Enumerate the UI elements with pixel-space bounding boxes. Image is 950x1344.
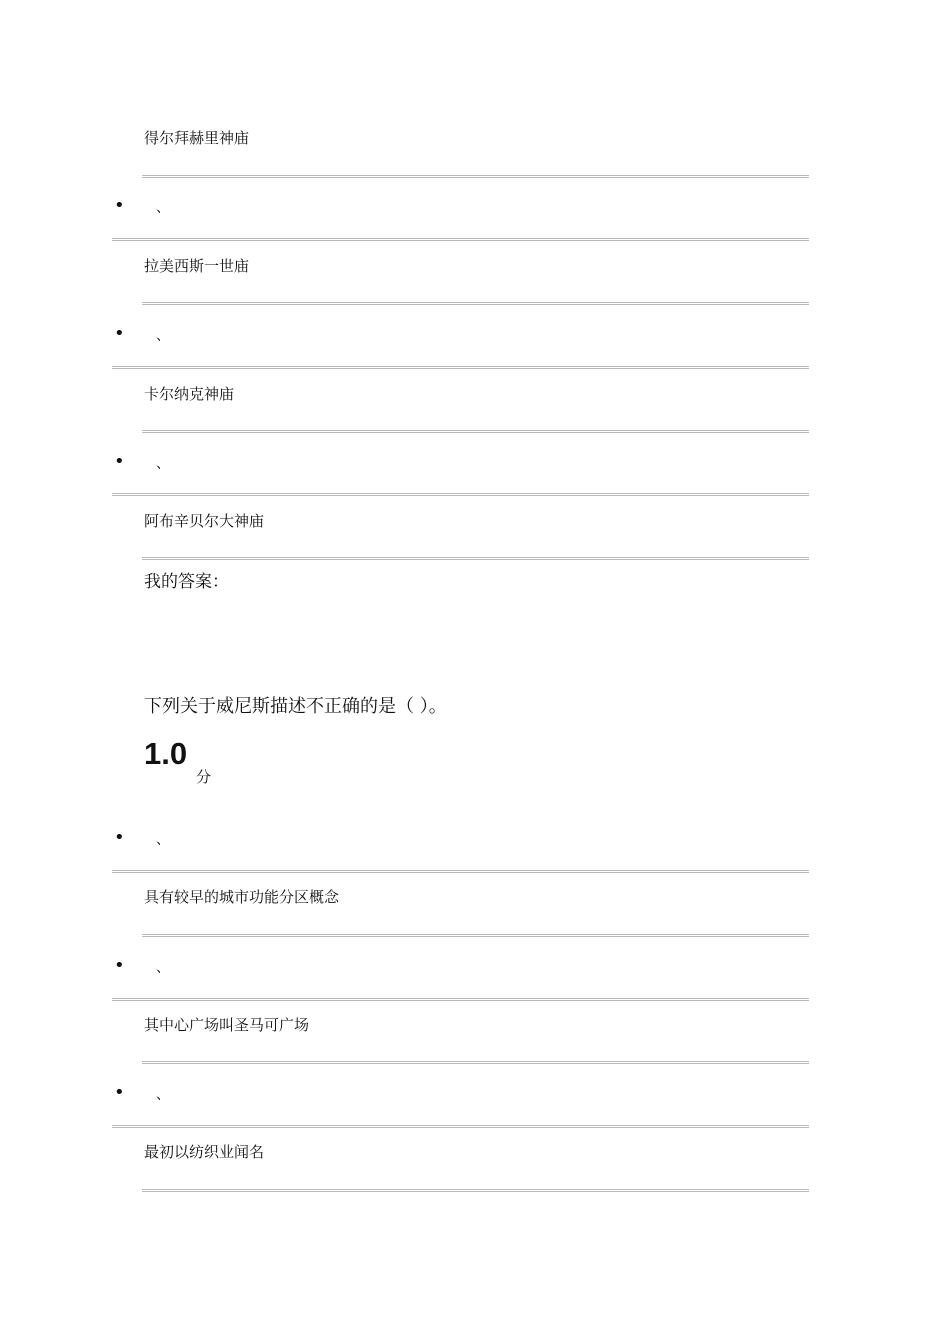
score-unit: 分 bbox=[196, 768, 212, 786]
divider bbox=[142, 430, 809, 433]
divider bbox=[142, 934, 809, 937]
option-text: 卡尔纳克神庙 bbox=[144, 385, 235, 403]
question-text: 下列关于威尼斯描述不正确的是（ ）。 bbox=[144, 696, 447, 717]
bullet-icon: • bbox=[114, 1082, 125, 1103]
divider bbox=[142, 1061, 809, 1064]
option-text: 具有较早的城市功能分区概念 bbox=[144, 888, 340, 906]
divider bbox=[142, 175, 809, 178]
option-text: 最初以纺织业闻名 bbox=[144, 1143, 265, 1161]
divider bbox=[112, 870, 809, 873]
bullet-icon: • bbox=[114, 827, 125, 848]
divider bbox=[112, 493, 809, 496]
bullet-icon: • bbox=[114, 195, 125, 216]
bullet-icon: • bbox=[114, 323, 125, 344]
divider bbox=[142, 302, 809, 305]
divider bbox=[142, 557, 809, 560]
divider bbox=[112, 1125, 809, 1128]
score-value: 1.0 bbox=[144, 736, 188, 771]
bullet-icon: • bbox=[114, 955, 125, 976]
option-marker: 、 bbox=[156, 960, 170, 976]
option-text: 拉美西斯一世庙 bbox=[144, 257, 250, 275]
divider bbox=[142, 1189, 809, 1192]
option-marker: 、 bbox=[156, 456, 170, 472]
divider bbox=[112, 238, 809, 241]
divider bbox=[112, 366, 809, 369]
divider bbox=[112, 998, 809, 1001]
option-text: 阿布辛贝尔大神庙 bbox=[144, 512, 265, 530]
option-marker: 、 bbox=[156, 1087, 170, 1103]
option-marker: 、 bbox=[156, 328, 170, 344]
option-marker: 、 bbox=[156, 832, 170, 848]
option-text: 其中心广场叫圣马可广场 bbox=[144, 1016, 310, 1034]
bullet-icon: • bbox=[114, 451, 125, 472]
option-text: 得尔拜赫里神庙 bbox=[144, 129, 250, 147]
my-answer-label: 我的答案： bbox=[144, 572, 229, 592]
option-marker: 、 bbox=[156, 200, 170, 216]
